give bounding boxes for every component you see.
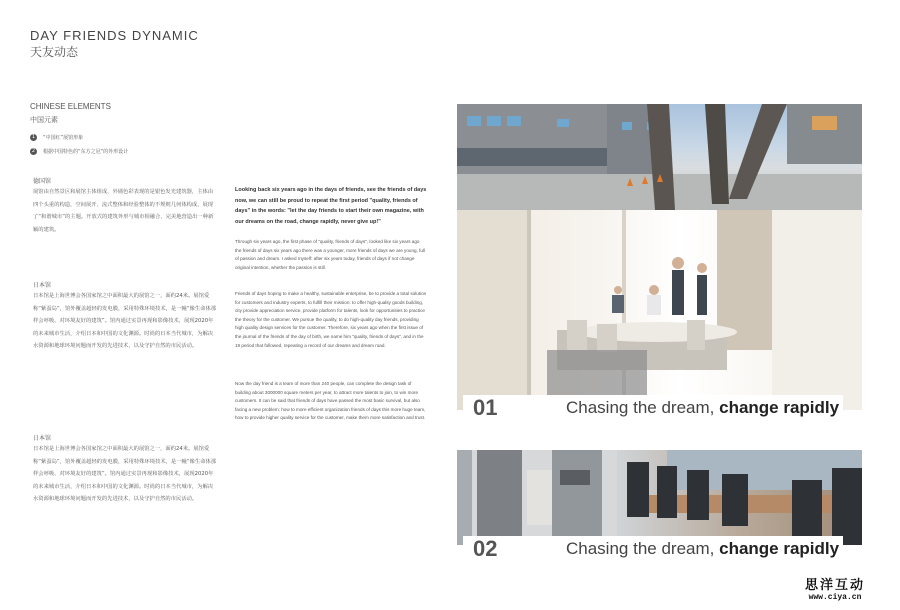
block-body: 展馆由自然景区和展馆主体组成，外墙色彩表现的是银色发光建筑器，主体由四个头重的构造，空间展开、流式整体和经验整体的不规则几何体构成，展现了“和谐城市”的主题。开放式的建筑外形与城市相融合，完美地营造出一种新颖的建筑。 — [33, 189, 214, 233]
bullet-item — [30, 148, 128, 155]
block-title: 日本馆 — [33, 282, 52, 289]
body-paragraph: Through six years ago, the first phase of "quality, friends of days", looked like six years ago the friends of days six years ago there was a younger, more friends of days we are young, full of passion and dream. I asked myself: after six years today, friends of days if not change original intention, whether the passion is still. — [235, 239, 425, 270]
page-title-cn: 天友动态 — [30, 45, 79, 59]
watermark-url: www.ciya.cn — [808, 593, 862, 602]
caption-text — [566, 539, 839, 559]
caption-banner — [463, 395, 843, 420]
caption-regular: Chasing the dream, — [566, 397, 715, 417]
body-paragraph: Now the day friend is a team of more than 240 people, can complete the design task of building about 3000000 square meters per year, to attract more talents to join, to win more customers. It can be said that friends of days have passed the most basic survival, but also facing a new problem: how to more efficient organization friends of days this more huge team, how to provide higher quality service for the customer, make them more satisfaction and trust. — [235, 381, 426, 421]
lead-paragraph: Looking back six years ago in the days of friends, see the friends of days now, we can still be proud to repeat the first period "quality, friends of days" in the words: "let the day friends to start their own magazine, with our dreams on the road, change rapidly, never give up!" — [235, 187, 427, 225]
building-exterior-photo — [457, 104, 862, 210]
bullet-text: 根据中国特色的“东方之冠”的外形设计 — [43, 149, 129, 155]
block-body: 日本馆是上海世博会各国家馆之中面积最大的展馆之一，面约24米。展馆爱称“紫蚕岛”，馆外覆盖超轻的发电膜，采用特殊环境技术，是一幢“像生命体那样会呼吸、对环境友好的建筑”。馆内通过实景再现和影像技术，展现2020年的未来城市生活，介绍日本和中国的文化渊源。时尚的日本当代城市，为解决水资源和地球环境问题而开发的先进技术，以及守护自然的市民活动。 — [33, 293, 217, 349]
bullet-number: 1 — [31, 134, 36, 140]
watermark-logo — [805, 574, 865, 602]
bullet-text: “中国红”展馆形象 — [43, 135, 84, 141]
caption-banner — [463, 536, 843, 561]
caption-bold: change rapidly — [719, 538, 840, 558]
meeting-room-photo — [457, 210, 862, 410]
watermark-line1: 思洋互动 — [804, 578, 865, 593]
caption-regular: Chasing the dream, — [566, 538, 715, 558]
block-body: 日本馆是上海世博会各国家馆之中面积最大的展馆之一，面约24米。展馆爱称“紫蚕岛”，馆外覆盖超轻的发电膜，采用特殊环境技术，是一幢“像生命体那样会呼吸、对环境友好的建筑”。馆内通过实景再现和影像技术，展现2020年的未来城市生活，介绍日本和中国的文化渊源。时尚的日本当代城市，为解决水资源和地球环境问题而开发的先进技术，以及守护自然的市民活动。 — [33, 446, 217, 502]
section-title-en: CHINESE ELEMENTS — [30, 102, 111, 111]
page-title-en: DAY FRIENDS DYNAMIC — [30, 28, 199, 43]
section-title-cn: 中国元素 — [30, 116, 58, 124]
caption-text — [566, 398, 839, 418]
bullet-number: 2 — [31, 148, 36, 154]
bullet-item — [30, 134, 83, 141]
block-title: 德国馆 — [33, 178, 52, 185]
body-paragraph: Friends of days hoping to make a healthy, sustainable enterprise, be to provide a total solution for customers and industry experts, to fulfill their mission: to offer high-quality goods building, city provide appreciation service, provide platform for talents, look for opportunities to practice the theory for the customer. We pursue the quality, to do high-quality day friends, providing high quality design services for the customer. Therefore, six years ago when the first issue of the journal of the friends of the day of birth, we name him "quality, friends of days", and in the 19 period that followed, repeating a record of our dreams and dream road. — [235, 291, 427, 348]
boardroom-photo — [457, 450, 862, 545]
caption-number: 01 — [473, 394, 498, 420]
caption-bold: change rapidly — [719, 397, 840, 417]
caption-number: 02 — [473, 535, 498, 561]
block-title: 日本馆 — [33, 435, 52, 442]
